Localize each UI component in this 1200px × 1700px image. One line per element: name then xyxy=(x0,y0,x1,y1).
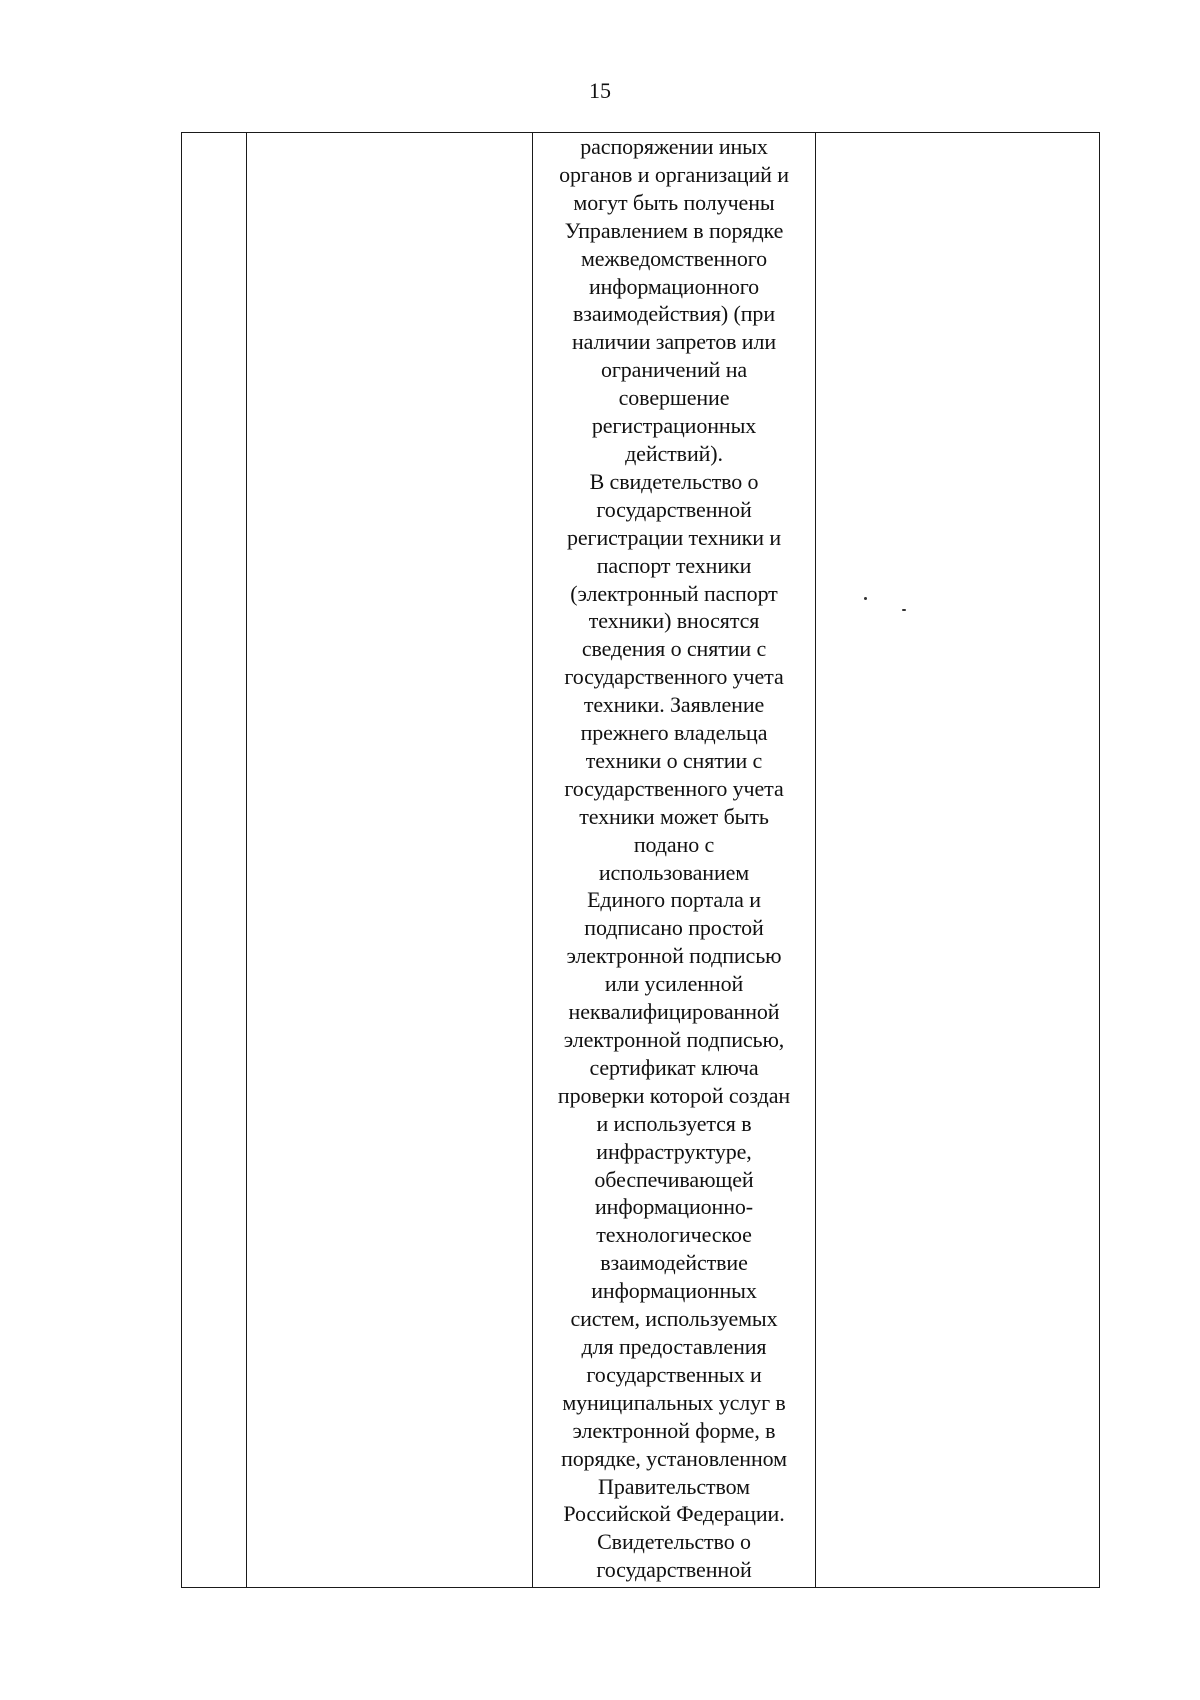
cell-text-line: использованием xyxy=(598,859,750,885)
cell-text-line: информационного xyxy=(588,273,760,299)
cell-text-line: совершение xyxy=(618,385,730,411)
table-cell-col-1 xyxy=(182,133,247,1588)
cell-text-line: регистрационных xyxy=(591,413,757,439)
cell-text-line: проверки которой создан xyxy=(557,1082,791,1108)
cell-text-line: сведения о снятии с xyxy=(581,636,767,662)
cell-text-line: межведомственного xyxy=(580,245,768,271)
cell-text-line: подано с xyxy=(633,831,715,857)
table-cell-col-4 xyxy=(816,133,1100,1588)
cell-text-line: или усиленной xyxy=(604,971,744,997)
cell-text-line: Единого портала и xyxy=(587,887,761,913)
cell-text-line: для предоставления xyxy=(581,1333,767,1359)
table-cell-col-2 xyxy=(247,133,533,1588)
cell-text-line: подписано простой xyxy=(584,915,764,941)
cell-text-line: техники может быть xyxy=(579,803,769,829)
cell-text-line: Российской Федерации. xyxy=(563,1501,785,1527)
page-number: 15 xyxy=(589,78,611,103)
cell-text-line: и используется в xyxy=(596,1110,752,1136)
cell-text-line: государственной xyxy=(596,496,752,522)
cell-text-line: сертификат ключа xyxy=(589,1054,759,1080)
cell-text-line: неквалифицированной xyxy=(568,999,780,1025)
cell-text-line: регистрации техники и xyxy=(566,524,782,550)
cell-text-line: Свидетельство о xyxy=(597,1529,751,1555)
scan-speck xyxy=(902,609,906,611)
cell-text-line: государственного учета xyxy=(564,664,784,690)
cell-text-line: (электронный паспорт xyxy=(570,580,778,606)
scan-speck xyxy=(864,597,867,600)
cell-text-line: распоряжении иных xyxy=(580,134,768,159)
cell-text-line: техники) вносятся xyxy=(588,608,760,634)
cell-text-line: обеспечивающей xyxy=(594,1166,754,1192)
cell-text-line: электронной подписью xyxy=(566,943,782,969)
table-row xyxy=(182,133,1100,1588)
cell-text-line: систем, используемых xyxy=(570,1306,778,1332)
cell-text-line: взаимодействие xyxy=(600,1250,748,1276)
cell-text-line: Правительством xyxy=(598,1473,750,1499)
cell-text-line: порядке, установленном xyxy=(561,1445,787,1471)
table-cell-col-3 xyxy=(533,133,816,1588)
cell-text-line: могут быть получены xyxy=(573,189,775,215)
cell-text-line: инфраструктуре, xyxy=(596,1138,752,1164)
cell-text-line: государственных и xyxy=(586,1361,762,1387)
cell-text-line: ограничений на xyxy=(600,357,748,383)
cell-text-line: взаимодействия) (при xyxy=(573,301,775,327)
cell-text-line: информационно- xyxy=(594,1194,754,1220)
cell-text-line: техники. Заявление xyxy=(583,692,765,718)
cell-text-line: органов и организаций и xyxy=(559,161,789,187)
cell-text-line: технологическое xyxy=(596,1222,752,1248)
cell-text-line: Управлением в порядке xyxy=(564,217,784,243)
cell-text-line: наличии запретов или xyxy=(571,329,777,355)
cell-text-line: В свидетельство о xyxy=(589,468,759,494)
cell-text-line: электронной подписью, xyxy=(563,1027,785,1052)
cell-text-block xyxy=(533,133,815,1584)
cell-text-line: действий). xyxy=(625,440,723,466)
cell-text-line: электронной форме, в xyxy=(572,1417,776,1443)
cell-text-line: паспорт техники xyxy=(596,552,752,578)
cell-text-line: муниципальных услуг в xyxy=(562,1389,786,1415)
cell-text-line: государственного учета xyxy=(564,775,784,801)
cell-text-line: техники о снятии с xyxy=(585,747,763,773)
cell-text-line: государственной xyxy=(596,1557,752,1583)
document-table xyxy=(181,132,1100,1588)
cell-text-line: прежнего владельца xyxy=(580,720,768,746)
cell-text-line: информационных xyxy=(591,1278,757,1304)
